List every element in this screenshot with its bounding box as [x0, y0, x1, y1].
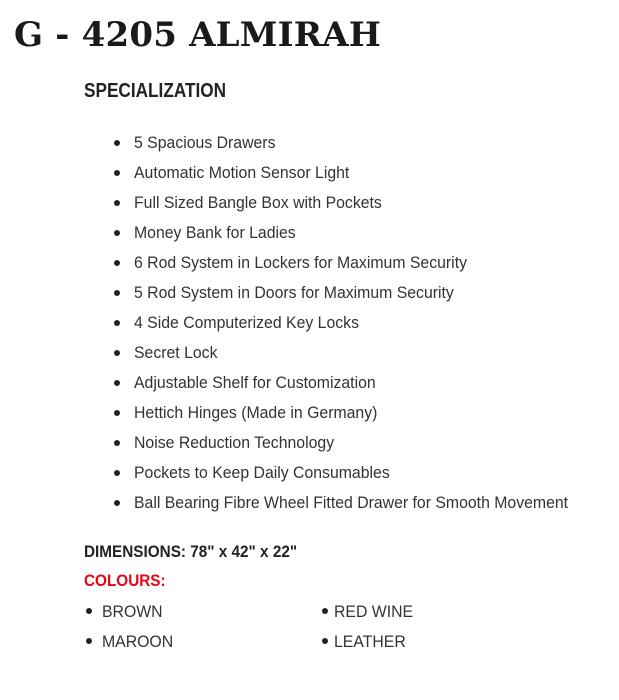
- list-item: Money Bank for Ladies: [112, 218, 601, 248]
- bullet-icon: [114, 500, 120, 506]
- list-item: 5 Rod System in Doors for Maximum Security: [112, 278, 601, 308]
- bullet-icon: [322, 608, 328, 614]
- list-item: 5 Spacious Drawers: [112, 128, 601, 158]
- colours-heading: COLOURS:: [84, 571, 166, 590]
- colour-item-leather: LEATHER: [322, 630, 411, 654]
- list-item: Hettich Hinges (Made in Germany): [112, 398, 601, 428]
- list-item: Automatic Motion Sensor Light: [112, 158, 601, 188]
- bullet-icon: [114, 320, 120, 326]
- bullet-icon: [114, 140, 120, 146]
- bullet-icon: [114, 200, 120, 206]
- product-title: G - 4205 ALMIRAH: [14, 15, 382, 55]
- bullet-icon: [86, 638, 92, 644]
- bullet-icon: [86, 608, 92, 614]
- list-item: Secret Lock: [112, 338, 601, 368]
- list-item: 4 Side Computerized Key Locks: [112, 308, 601, 338]
- bullet-icon: [114, 380, 120, 386]
- specialization-list: [112, 128, 601, 518]
- bullet-icon: [322, 638, 328, 644]
- list-item: Adjustable Shelf for Customization: [112, 368, 601, 398]
- list-item: Pockets to Keep Daily Consumables: [112, 458, 601, 488]
- bullet-icon: [114, 410, 120, 416]
- bullet-icon: [114, 230, 120, 236]
- bullet-icon: [114, 470, 120, 476]
- colour-item-brown: BROWN: [86, 600, 167, 624]
- list-item: Full Sized Bangle Box with Pockets: [112, 188, 601, 218]
- bullet-icon: [114, 440, 120, 446]
- bullet-icon: [114, 290, 120, 296]
- colour-item-red-wine: RED WINE: [322, 600, 419, 624]
- list-item: Noise Reduction Technology: [112, 428, 601, 458]
- specialization-heading: SPECIALIZATION: [84, 80, 227, 102]
- list-item: Ball Bearing Fibre Wheel Fitted Drawer for Smooth Movement: [112, 488, 601, 518]
- bullet-icon: [114, 170, 120, 176]
- dimensions-text: DIMENSIONS: 78" x 42" x 22": [84, 542, 298, 561]
- list-item: 6 Rod System in Lockers for Maximum Security: [112, 248, 601, 278]
- bullet-icon: [114, 350, 120, 356]
- bullet-icon: [114, 260, 120, 266]
- colour-item-maroon: MAROON: [86, 630, 179, 654]
